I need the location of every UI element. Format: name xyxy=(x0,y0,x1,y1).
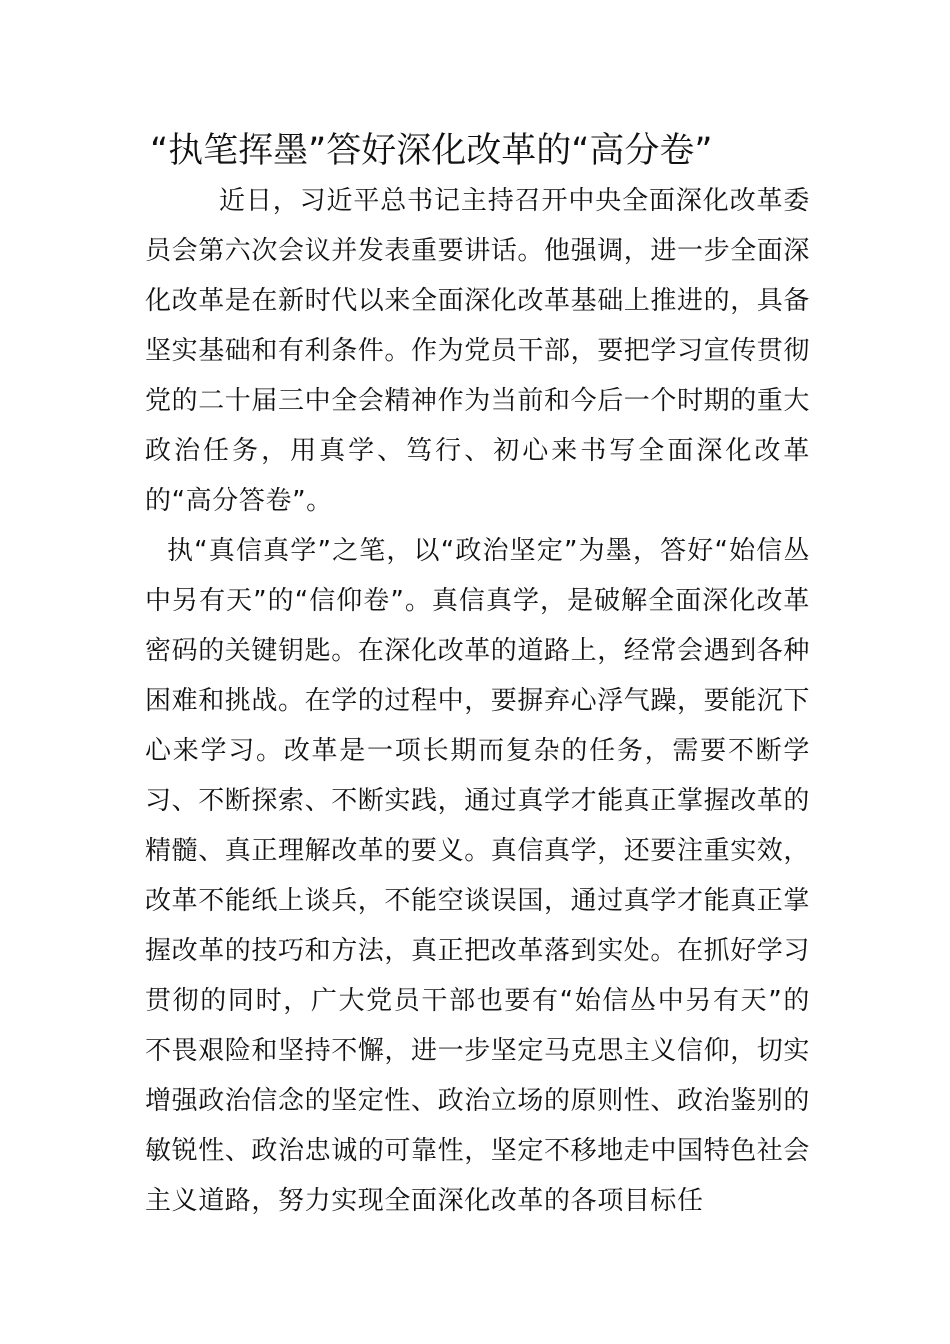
document-title: “执笔挥墨”答好深化改革的“高分卷” xyxy=(150,131,713,171)
paragraph-2: 执“真信真学”之笔，以“政治坚定”为墨，答好“始信丛中另有天”的“信仰卷”。真信真学，是破解全面深化改革密码的关键钥匙。在深化改革的道路上，经常会遇到各种困难和挑战。在学的过程中，要摒弃心浮气躁，要能沉下心来学习。改革是一项长期而复杂的任务，需要不断学习、不断探索、不断实践，通过真学才能真正掌握改革的精髓、真正理解改革的要义。真信真学，还要注重实效，改革不能纸上谈兵，不能空谈误国，通过真学才能真正掌握改革的技巧和方法，真正把改革落到实处。在抓好学习贯彻的同时，广大党员干部也要有“始信丛中另有天”的不畏艰险和坚持不懈，进一步坚定马克思主义信仰，切实增强政治信念的坚定性、政治立场的原则性、政治鉴别的敏锐性、政治忠诚的可靠性，坚定不移地走中国特色社会主义道路，努力实现全面深化改革的各项目标任 xyxy=(145,536,811,1216)
document-body xyxy=(145,176,810,1226)
paragraph-1: 近日，习近平总书记主持召开中央全面深化改革委员会第六次会议并发表重要讲话。他强调，进一步全面深化改革是在新时代以来全面深化改革基础上推进的，具备坚实基础和有利条件。作为党员干部，要把学习宣传贯彻党的二十届三中全会精神作为当前和今后一个时期的重大政治任务，用真学、笃行、初心来书写全面深化改革的“高分答卷”。 xyxy=(145,186,811,516)
